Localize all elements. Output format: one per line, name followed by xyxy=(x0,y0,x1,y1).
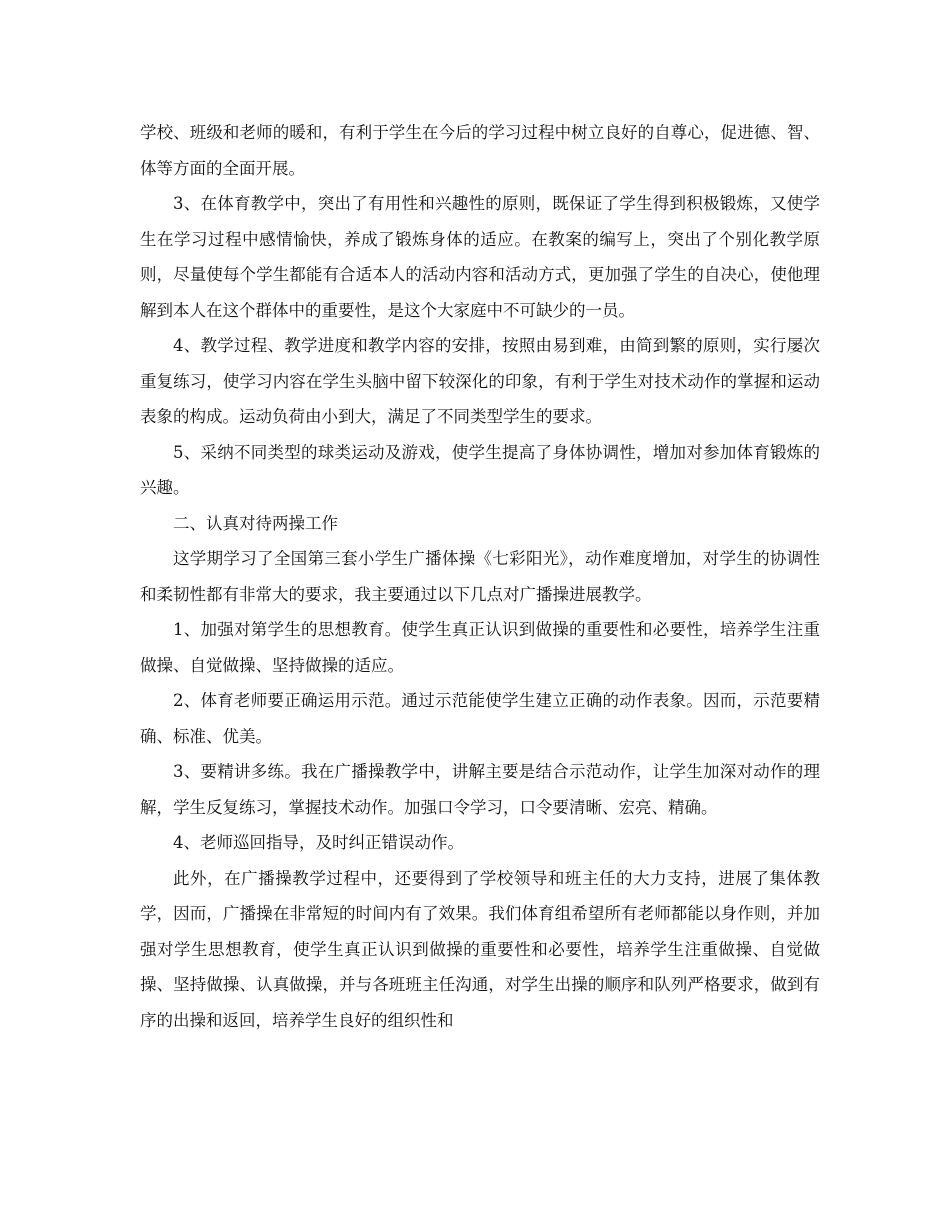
paragraph-point-4: 4、老师巡回指导，及时纠正错误动作。 xyxy=(173,833,464,852)
paragraph-point-3: 3、要精讲多练。我在广播操教学中，讲解主要是结合示范动作，让学生加深对动作的理解，学生反复练习，掌握技术动作。加强口令学习，口令要清晰、宏亮、精确。 xyxy=(140,762,820,817)
paragraph-point-2: 2、体育老师要正确运用示范。通过示范能使学生建立正确的动作表象。因而，示范要精确、标准、优美。 xyxy=(140,691,820,746)
paragraph-item-4: 4、教学过程、教学进度和教学内容的安排，按照由易到难，由简到繁的原则，实行屡次重复练习，使学习内容在学生头脑中留下较深化的印象，有利于学生对技术动作的掌握和运动表象的构成。运动负荷由小到大，满足了不同类型学生的要求。 xyxy=(140,336,820,426)
section-heading: 二、认真对待两操工作 xyxy=(173,513,338,533)
paragraph-continued: 学校、班级和老师的暖和，有利于学生在今后的学习过程中树立良好的自尊心，促进德、智、体等方面的全面开展。 xyxy=(140,123,820,178)
paragraph-conclusion: 此外，在广播操教学过程中，还要得到了学校领导和班主任的大力支持，进展了集体教学，因而，广播操在非常短的时间内有了效果。我们体育组希望所有老师都能以身作则，并加强对学生思想教育，使学生真正认识到做操的重要性和必要性，培养学生注重做操、自觉做操、坚持做操、认真做操，并与各班班主任沟通，对学生出操的顺序和队列严格要求，做到有序的出操和返回，培养学生良好的组织性和 xyxy=(140,868,820,1030)
paragraph-intro: 这学期学习了全国第三套小学生广播体操《七彩阳光》，动作难度增加，对学生的协调性和柔韧性都有非常大的要求，我主要通过以下几点对广播操进展教学。 xyxy=(140,549,820,604)
document-body xyxy=(140,115,820,1038)
paragraph-point-1: 1、加强对第学生的思想教育。使学生真正认识到做操的重要性和必要性，培养学生注重做操、自觉做操、坚持做操的适应。 xyxy=(140,620,820,675)
paragraph-item-5: 5、采纳不同类型的球类运动及游戏，使学生提高了身体协调性，增加对参加体育锻炼的兴趣。 xyxy=(140,442,820,497)
paragraph-item-3: 3、在体育教学中，突出了有用性和兴趣性的原则，既保证了学生得到积极锻炼，又使学生在学习过程中感情愉快，养成了锻炼身体的适应。在教案的编写上，突出了个别化教学原则，尽量使每个学生都能有合适本人的活动内容和活动方式，更加强了学生的自决心，使他理解到本人在这个群体中的重要性，是这个大家庭中不可缺少的一员。 xyxy=(140,194,820,320)
